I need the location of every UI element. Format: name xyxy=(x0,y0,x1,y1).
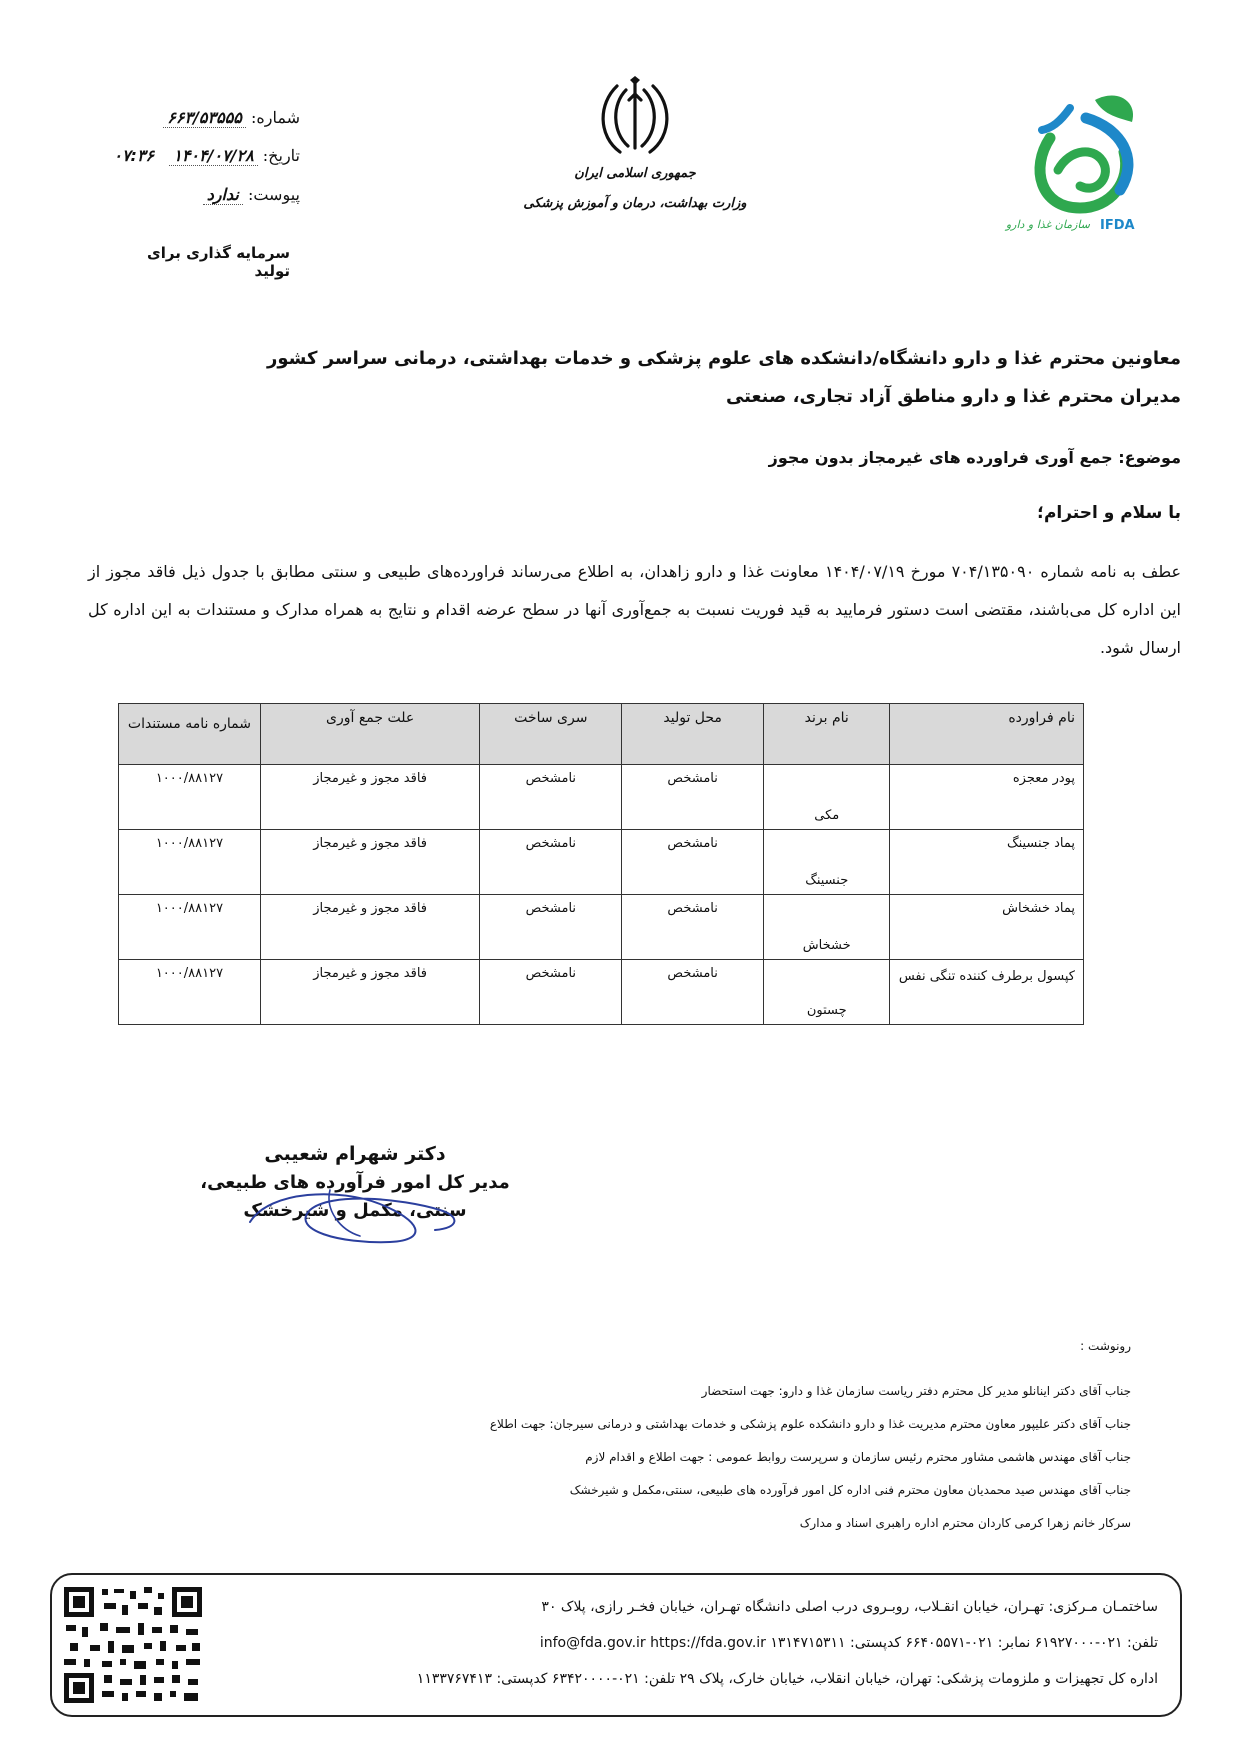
table-row xyxy=(119,960,1084,1025)
greeting: با سلام و احترام؛ xyxy=(1037,503,1181,523)
letter-date xyxy=(36,146,300,165)
col-header-doc-number: شماره نامه مستندات xyxy=(119,704,261,765)
ifda-caption: سازمان غذا و دارو xyxy=(1005,218,1090,231)
ifda-logo-icon xyxy=(1000,78,1160,238)
ifda-abbr: IFDA xyxy=(1100,218,1135,233)
body-paragraph: عطف به نامه شماره ۷۰۴/۱۳۵۰۹۰ مورخ ۱۴۰۴/۰۷/۱۹ معاونت غذا و دارو زاهدان، به اطلاع می‌رساند فراورده‌های طبیعی و سنتی مطابق با جدول ذیل فاقد مجوز از این اداره کل می‌باشند، مقتضی است دستور فرمایید به قید فوریت نسبت به جمع‌آوری آنها در سطح عرضه اقدام و نتایج به همراه مدارک و مستندات به این اداره کل ارسال شود. xyxy=(88,562,1182,657)
letter-number xyxy=(100,108,300,127)
col-header-product: نام فراورده xyxy=(890,704,1084,765)
cell-origin: نامشخص xyxy=(622,765,764,830)
table-row xyxy=(119,765,1084,830)
cell-batch: نامشخص xyxy=(480,895,622,960)
cell-reason: فاقد مجوز و غیرمجاز xyxy=(260,765,480,830)
ifda-logo xyxy=(1000,78,1160,238)
signer-name: دکتر شهرام شعیبی xyxy=(264,1143,446,1165)
cc-item: جناب آقای دکتر علیپور معاون محترم مدیریت غذا و دارو دانشکده علوم پزشکی و خدمات بهداشتی و درمانی سیرجان: جهت اطلاع xyxy=(489,1417,1131,1431)
cc-item: جناب آقای مهندس صید محمدیان معاون محترم فنی اداره کل امور فرآورده های طبیعی، سنتی،مکمل و شیرخشک xyxy=(569,1483,1131,1497)
letter-attachment-value: ندارد xyxy=(203,185,243,205)
footer-lines xyxy=(417,1589,1158,1697)
cc-item: سرکار خانم زهرا کرمی کاردان محترم اداره راهبری اسناد و مدارک xyxy=(799,1516,1131,1530)
emblem-caption-2: وزارت بهداشت، درمان و آموزش پزشکی xyxy=(523,196,747,211)
subject: موضوع: جمع آوری فراورده های غیرمجاز بدون مجوز xyxy=(768,448,1181,467)
signature-block xyxy=(180,1140,530,1250)
cell-doc-number: ۱۰۰۰/۸۸۱۲۷ xyxy=(119,895,261,960)
letter-attachment-label: پیوست: xyxy=(247,185,300,204)
footer-contact: تلفن: ۰۲۱-۶۱۹۲۷۰۰۰ نمابر: ۰۲۱-۶۶۴۰۵۵۷۱ کدپستی: ۱۳۱۴۷۱۵۳۱۱ info@fda.gov.ir https://fda.gov.ir xyxy=(539,1635,1158,1651)
cell-reason: فاقد مجوز و غیرمجاز xyxy=(260,960,480,1025)
cell-origin: نامشخص xyxy=(622,830,764,895)
footer-address: ساختمـان مـرکزی: تهـران، خیابان انقـلاب، روبـروی درب اصلی دانشگاه تهـران، خیابان فخـر رازی، پلاک ۳۰ xyxy=(541,1599,1158,1615)
cc-label: رونوشت : xyxy=(1080,1339,1131,1353)
cell-batch: نامشخص xyxy=(480,765,622,830)
emblem-caption-1: جمهوری اسلامی ایران xyxy=(574,166,696,181)
addressee-line-2: مدیران محترم غذا و دارو مناطق آزاد تجاری، صنعتی xyxy=(725,386,1181,407)
col-header-brand: نام برند xyxy=(764,704,890,765)
table-row xyxy=(119,830,1084,895)
cell-doc-number: ۱۰۰۰/۸۸۱۲۷ xyxy=(119,765,261,830)
cell-product: پودر معجزه xyxy=(890,765,1084,830)
letter-number-value: ۶۶۳/۵۳۵۵۵ xyxy=(163,108,246,128)
cell-reason: فاقد مجوز و غیرمجاز xyxy=(260,895,480,960)
col-header-reason: علت جمع آوری xyxy=(260,704,480,765)
cell-batch: نامشخص xyxy=(480,960,622,1025)
cc-item: جناب آقای دکتر اینانلو مدیر کل محترم دفتر ریاست سازمان غذا و دارو: جهت استحضار xyxy=(701,1384,1131,1398)
table-header-row xyxy=(119,704,1084,765)
letter-date-value: ۱۴۰۴/۰۷/۲۸ xyxy=(169,146,257,166)
cell-brand: مکی xyxy=(764,765,890,830)
letter-number-label: شماره: xyxy=(250,108,300,127)
letter-attachment xyxy=(100,185,300,204)
footer-box xyxy=(50,1573,1182,1717)
cell-product: پماد خشخاش xyxy=(890,895,1084,960)
cell-product: کپسول برطرف کننده تنگی نفس xyxy=(890,960,1084,1025)
table-row xyxy=(119,895,1084,960)
cc-item: جناب آقای مهندس هاشمی مشاور محترم رئیس سازمان و سرپرست روابط عمومی : جهت اطلاع و اقدام لازم xyxy=(585,1450,1131,1464)
qr-code xyxy=(60,1583,206,1707)
signer-title-1: مدیر کل امور فرآورده های طبیعی، xyxy=(200,1172,510,1193)
col-header-origin: محل تولید xyxy=(622,704,764,765)
cell-doc-number: ۱۰۰۰/۸۸۱۲۷ xyxy=(119,960,261,1025)
cell-batch: نامشخص xyxy=(480,830,622,895)
cell-brand: خشخاش xyxy=(764,895,890,960)
col-header-batch: سری ساخت xyxy=(480,704,622,765)
iran-emblem-icon xyxy=(590,76,680,162)
cell-product: پماد جنسینگ xyxy=(890,830,1084,895)
cell-origin: نامشخص xyxy=(622,895,764,960)
slogan: سرمایه گذاری برای تولید xyxy=(147,244,290,280)
cell-reason: فاقد مجوز و غیرمجاز xyxy=(260,830,480,895)
cell-brand: چستون xyxy=(764,960,890,1025)
cell-origin: نامشخص xyxy=(622,960,764,1025)
iran-emblem xyxy=(590,76,680,162)
addressee-line-1: معاونین محترم غذا و دارو دانشگاه/دانشکده های علوم پزشکی و خدمات بهداشتی، درمانی سراسر کشور xyxy=(267,348,1181,369)
cell-doc-number: ۱۰۰۰/۸۸۱۲۷ xyxy=(119,830,261,895)
footer-address-2: اداره کل تجهیزات و ملزومات پزشکی: تهران، خیابان انقلاب، خیابان خارک، پلاک ۲۹ تلفن: ۰۲۱-۶۳۴۲۰۰۰۰ کدپستی: ۱۱۳۳۷۶۷۴۱۳ xyxy=(416,1671,1158,1687)
letter-date-label: تاریخ: xyxy=(262,146,300,165)
qr-code-icon xyxy=(60,1583,206,1707)
signer-title-2: سنتی، مکمل و شیرخشک xyxy=(243,1200,467,1221)
cell-brand: جنسینگ xyxy=(764,830,890,895)
products-table xyxy=(118,703,1084,1025)
cc-list xyxy=(490,1375,1131,1540)
handwritten-signature xyxy=(230,1170,480,1250)
letter-time-value: ۰۷:۳۶ xyxy=(113,146,155,165)
